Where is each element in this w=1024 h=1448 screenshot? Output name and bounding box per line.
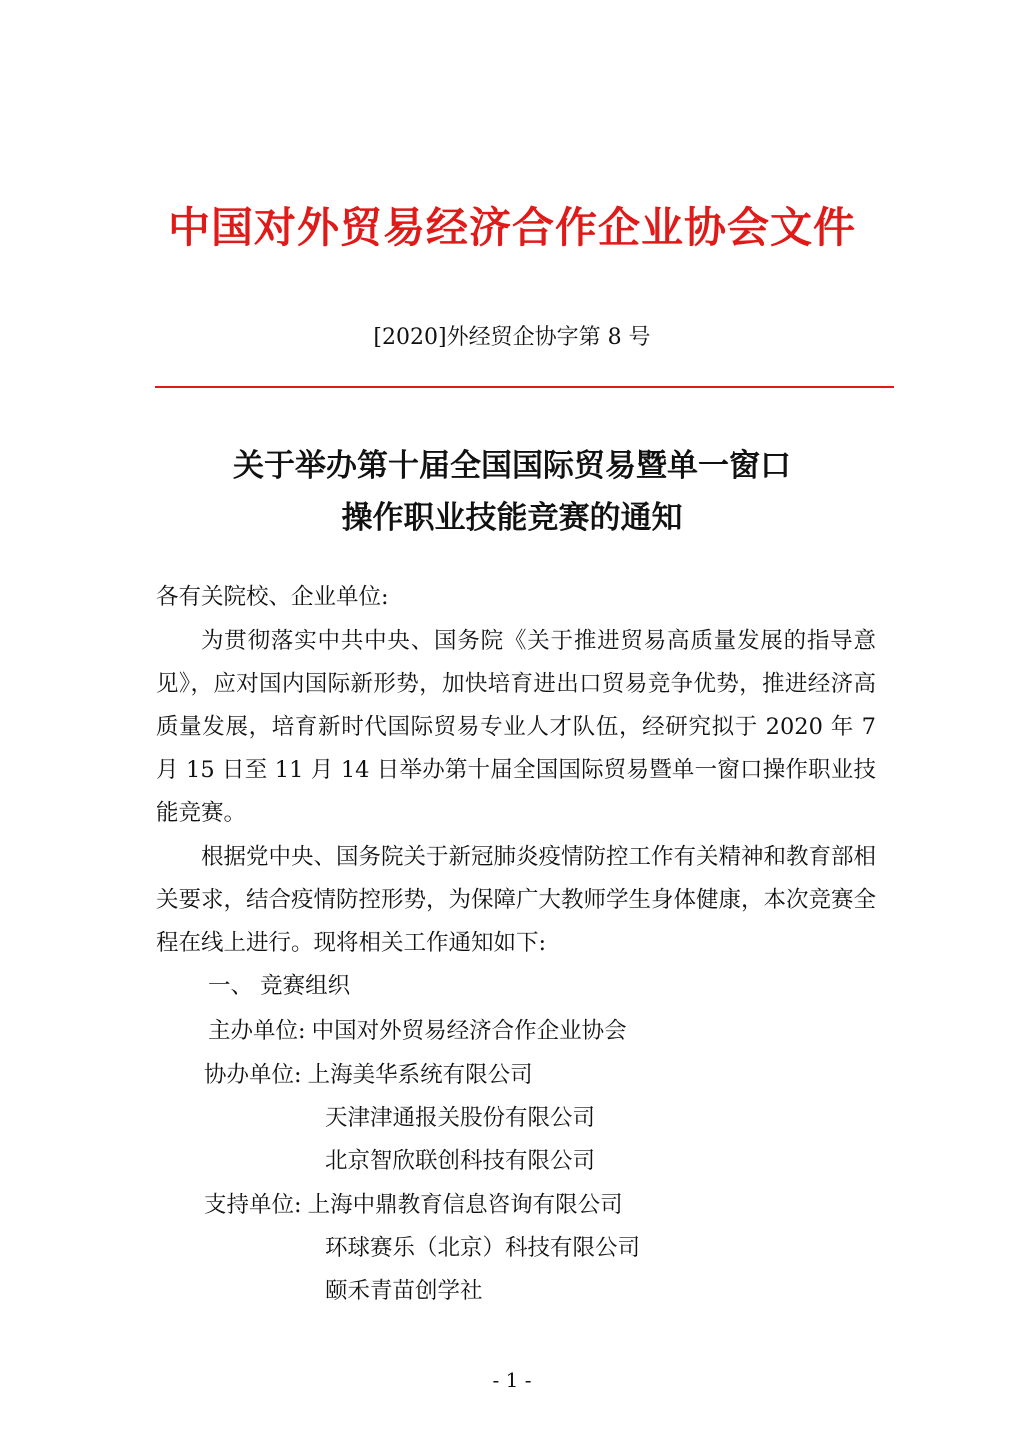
header-divider [155,386,894,388]
page-number: - 1 - [492,1368,532,1392]
co-organizer-row [204,1054,533,1097]
notice-title-line-1: 关于举办第十届全国国际贸易暨单一窗口 [233,448,791,484]
salutation: 各有关院校、企业单位: [156,584,389,610]
host-organizer-name: 中国对外贸易经济合作企业协会 [311,1018,627,1044]
masthead-title: 中国对外贸易经济合作企业协会文件 [167,203,856,252]
co-organizer-name: 天津津通报关股份有限公司 [325,1105,596,1131]
co-organizer-label: 协办单位: [204,1062,302,1088]
supporter-row [204,1184,623,1227]
co-organizer-name: 上海美华系统有限公司 [307,1062,533,1088]
supporter-name: 上海中鼎教育信息咨询有限公司 [307,1192,623,1218]
supporter-name: 环球赛乐（北京）科技有限公司 [325,1235,641,1261]
supporter-label: 支持单位: [204,1192,302,1218]
paragraph-online-format: 根据党中央、国务院关于新冠肺炎疫情防控工作有关精神和教育部相关要求，结合疫情防控形势，为保障广大教师学生身体健康，本次竞赛全程在线上进行。现将相关工作通知如下: [156,844,877,956]
paragraph-purpose: 为贯彻落实中共中央、国务院《关于推进贸易高质量发展的指导意见》，应对国内国际新形势，加快培育进出口贸易竞争优势，推进经济高质量发展，培育新时代国际贸易专业人才队伍，经研究拟于 2020 年 7 月 15 日至 11 月 14 日举办第十届全国国际贸易暨单一窗口操作职业技能竞赛。 [156,628,876,826]
host-organizer-label: 主办单位: [208,1018,306,1044]
notice-title [0,440,1024,544]
host-organizer-row [208,1010,627,1053]
section-heading-organization: 一、 竞赛组织 [208,973,351,999]
document-number: [2020]外经贸企协字第 8 号 [373,325,651,350]
co-organizer-name: 北京智欣联创科技有限公司 [325,1148,596,1174]
supporter-name: 颐禾青苗创学社 [325,1278,483,1304]
notice-title-line-2: 操作职业技能竞赛的通知 [341,500,683,536]
